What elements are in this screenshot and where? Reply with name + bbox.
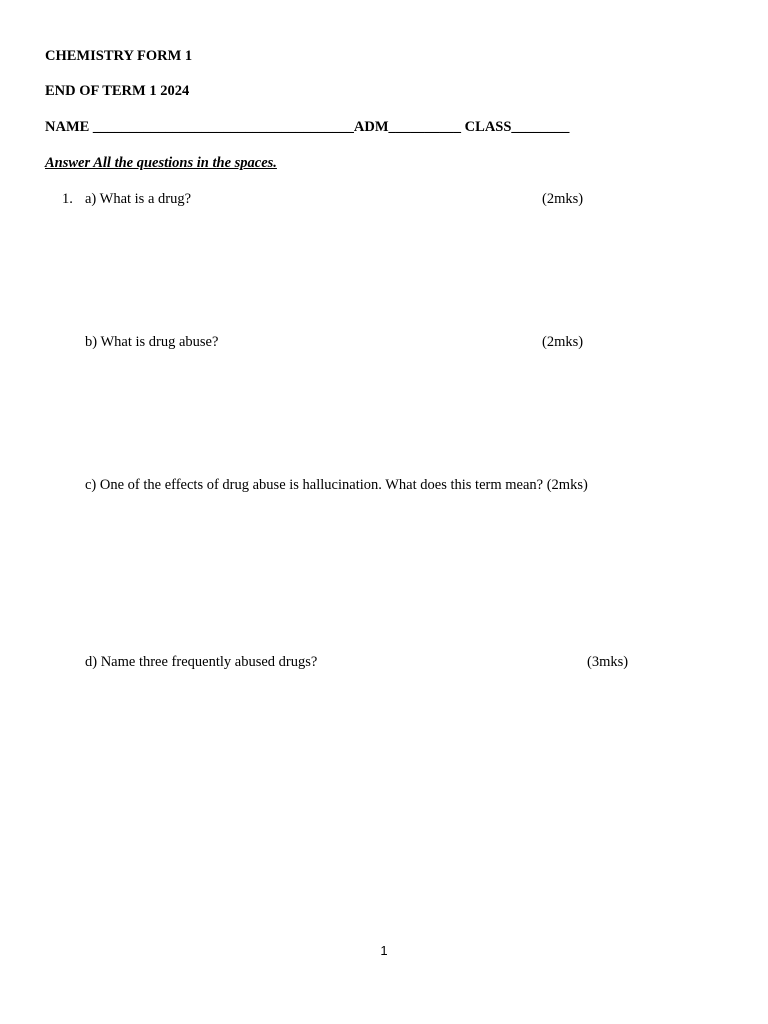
student-details-line: NAME ____________________________________ADM__________ CLASS________ <box>45 119 570 135</box>
question-number: 1. <box>62 191 73 207</box>
question-1a-text: a) What is a drug? <box>85 191 192 207</box>
question-1a-marks: (2mks) <box>542 191 584 207</box>
question-1d-marks: (3mks) <box>587 654 629 670</box>
question-1d-text: d) Name three frequently abused drugs? <box>85 654 318 670</box>
exam-subtitle: END OF TERM 1 2024 <box>45 83 190 99</box>
exam-title: CHEMISTRY FORM 1 <box>45 48 193 64</box>
question-1b-text: b) What is drug abuse? <box>85 334 219 350</box>
question-1b-marks: (2mks) <box>542 334 584 350</box>
instructions: Answer All the questions in the spaces. <box>45 155 277 171</box>
question-1c-text: c) One of the effects of drug abuse is hallucination. What does this term mean? (2mks) <box>85 477 588 493</box>
page-number: 1 <box>380 943 388 958</box>
